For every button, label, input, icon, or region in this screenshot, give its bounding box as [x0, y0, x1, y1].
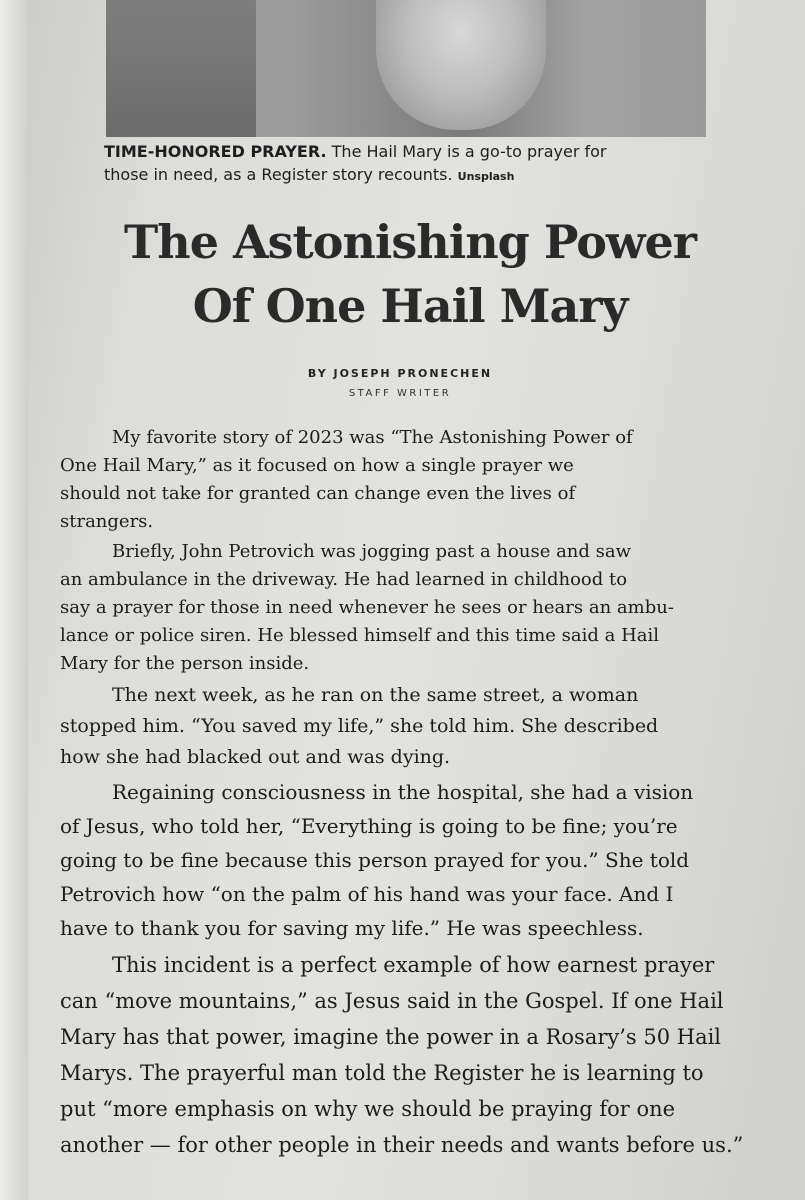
paragraph-2: [60, 538, 750, 678]
text-line: My favorite story of 2023 was “The Astonishing Power of: [112, 427, 633, 448]
text-line: put “more emphasis on why we should be praying for one: [60, 1097, 676, 1121]
text-line: can “move mountains,” as Jesus said in the Gospel. If one Hail: [60, 989, 724, 1013]
text-line: another — for other people in their needs and wants before us.”: [60, 1133, 744, 1157]
headline: [60, 210, 760, 338]
headline-line-2: Of One Hail Mary: [192, 279, 628, 333]
text-line: The next week, as he ran on the same street, a woman: [112, 684, 639, 706]
text-line: strangers.: [60, 511, 154, 532]
text-line: should not take for granted can change even the lives of: [60, 483, 576, 504]
text-line: Mary has that power, imagine the power in a Rosary’s 50 Hail: [60, 1025, 722, 1049]
caption-label: TIME-HONORED PRAYER.: [104, 142, 327, 161]
text-line: Petrovich how “on the palm of his hand was your face. And I: [60, 882, 674, 906]
text-line: say a prayer for those in need whenever he sees or hears an ambu-: [60, 597, 674, 618]
text-line: how she had blacked out and was dying.: [60, 746, 451, 768]
paragraph-5: [60, 947, 750, 1163]
caption-text-2: those in need, as a Register story recounts.: [104, 165, 453, 184]
text-line: have to thank you for saving my life.” He was speechless.: [60, 916, 644, 940]
page-edge-shadow: [0, 0, 28, 1200]
photo-figure: [376, 0, 546, 130]
text-line: This incident is a perfect example of how earnest prayer: [112, 953, 715, 977]
paragraph-3: [60, 680, 750, 773]
text-line: going to be fine because this person prayed for you.” She told: [60, 848, 690, 872]
author-title: STAFF WRITER: [348, 388, 452, 399]
paragraph-1: [60, 424, 750, 536]
text-line: an ambulance in the driveway. He had learned in childhood to: [60, 569, 628, 590]
photo-dark-region: [106, 0, 256, 137]
text-line: stopped him. “You saved my life,” she told him. She described: [60, 715, 659, 737]
byline: BY JOSEPH PRONECHEN: [307, 367, 493, 380]
text-line: lance or police siren. He blessed himself and this time said a Hail: [60, 625, 660, 646]
caption-text: The Hail Mary is a go-to prayer for: [326, 142, 607, 161]
headline-line-1: The Astonishing Power: [124, 215, 696, 269]
text-line: of Jesus, who told her, “Everything is going to be fine; you’re: [60, 814, 678, 838]
text-line: One Hail Mary,” as it focused on how a single prayer we: [60, 455, 574, 476]
text-line: Mary for the person inside.: [60, 653, 310, 674]
photo-caption: [104, 140, 724, 188]
text-line: Marys. The prayerful man told the Register he is learning to: [60, 1061, 704, 1085]
article-photo: [106, 0, 706, 137]
photo-credit: Unsplash: [457, 170, 515, 183]
text-line: Briefly, John Petrovich was jogging past a house and saw: [112, 541, 632, 562]
text-line: Regaining consciousness in the hospital, she had a vision: [112, 780, 694, 804]
paragraph-4: [60, 775, 750, 945]
article-body: [60, 424, 750, 1165]
